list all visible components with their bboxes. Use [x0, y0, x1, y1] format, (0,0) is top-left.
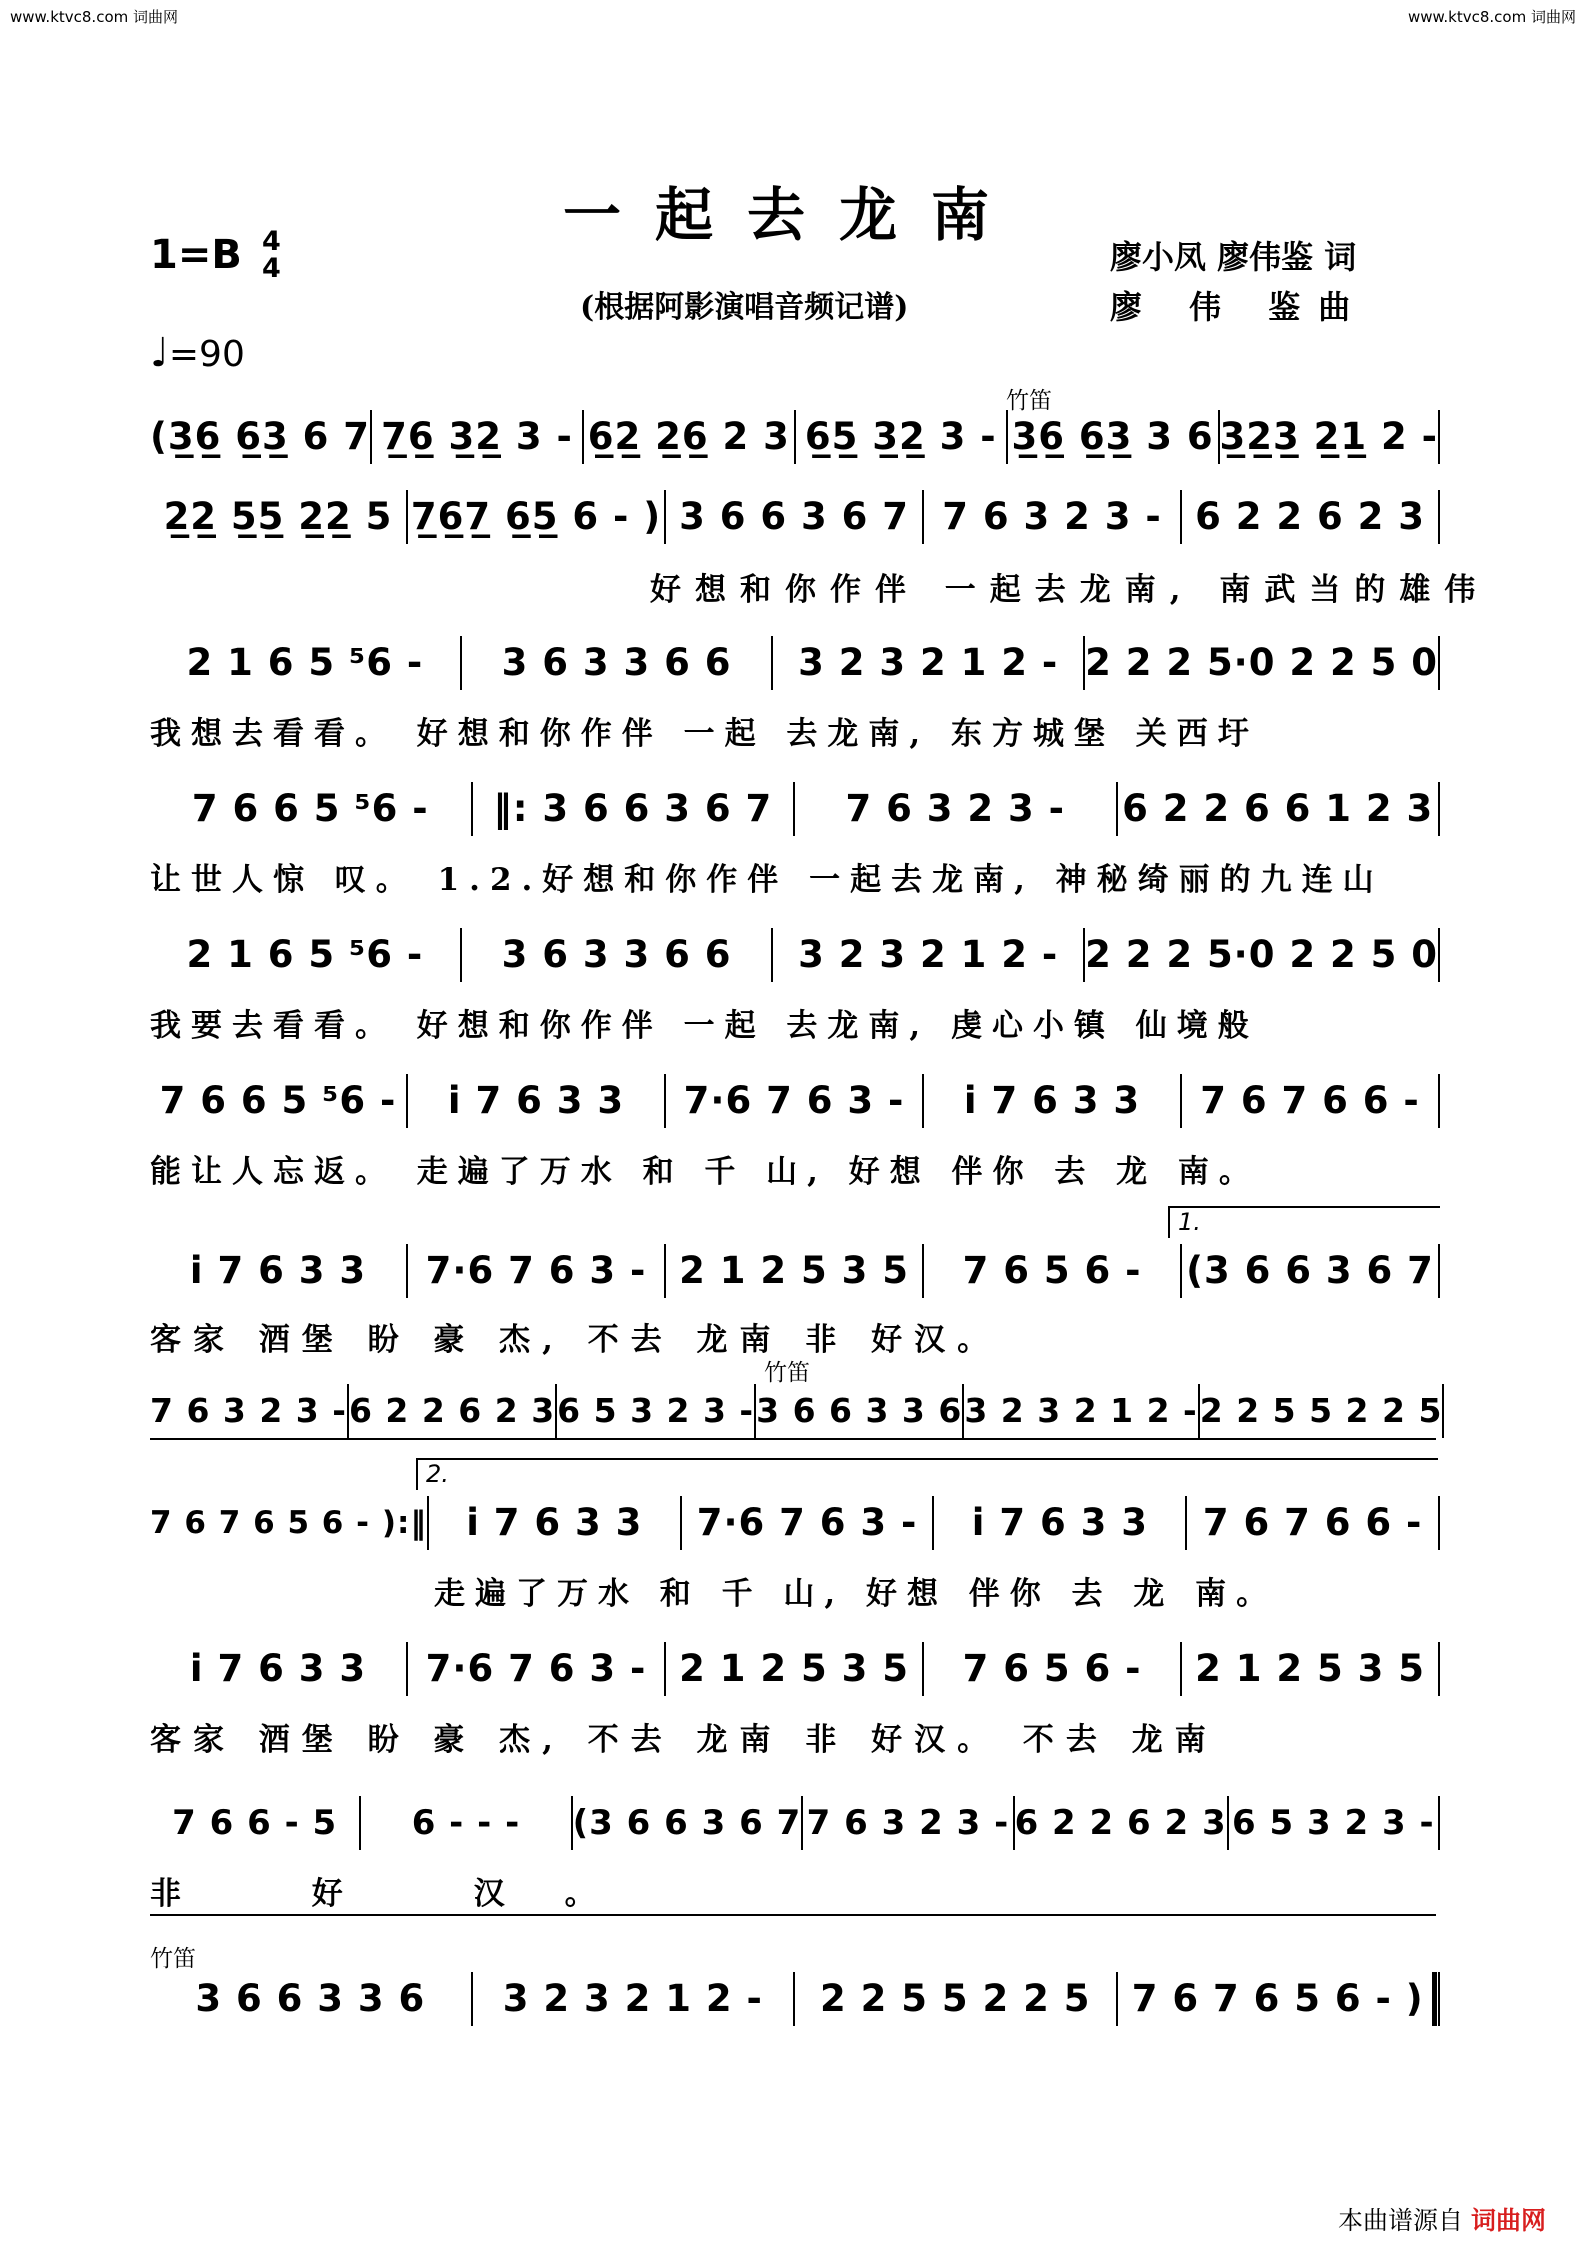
measure: 2 2 2 5·0 2 2 5 0 [1085, 636, 1440, 690]
measure: 3 2 3 2 1 2 - [473, 1972, 796, 2026]
lyrics-line: 我想去看看。 好想和你作伴 一起 去龙南, 东方城堡 关西圩 [150, 716, 1259, 752]
measure: 2̲2̲ 5̲5̲ 2̲2̲ 5 [150, 490, 408, 544]
time-signature-bottom: 4 [262, 253, 281, 284]
measure: i 7 6 3 3 [150, 1244, 408, 1298]
measure: 7 6 6 - 5 [150, 1796, 361, 1850]
notation-row [150, 1796, 1440, 1850]
measure: 7 6 3 2 3 - [803, 1796, 1014, 1850]
measure: 7̲6̲ 3̲2̲ 3 - [372, 410, 584, 464]
time-signature [262, 228, 281, 282]
measure: 6 5 3 2 3 - [1229, 1796, 1440, 1850]
tempo-value: =90 [168, 334, 245, 375]
lyrics-line: 客家 酒堡 盼 豪 杰, 不去 龙南 非 好汉。 不去 龙南 [150, 1722, 1218, 1758]
flute-label: 竹笛 [1006, 388, 1052, 414]
lyricist-credit: 廖小凤 廖伟鉴 词 [1110, 238, 1357, 276]
composer-credit: 廖 伟 鉴曲 [1110, 288, 1369, 326]
measure: i 7 6 3 3 [934, 1496, 1187, 1550]
measure: 6 - - - [361, 1796, 572, 1850]
measure: i 7 6 3 3 [150, 1642, 408, 1696]
final-barline [1432, 1972, 1437, 2026]
measure: 2 2 5 5 2 2 5 [795, 1972, 1118, 2026]
notation-row [150, 928, 1440, 982]
flute-label: 竹笛 [150, 1946, 196, 1972]
measure: i 7 6 3 3 [429, 1496, 682, 1550]
measure: i 7 6 3 3 [408, 1074, 666, 1128]
measure: 2 1 2 5 3 5 [666, 1244, 924, 1298]
measure: 7·6 7 6 3 - [408, 1642, 666, 1696]
lyrics-line: 客家 酒堡 盼 豪 杰, 不去 龙南 非 好汉。 [150, 1322, 1001, 1358]
measure: 3 2 3 2 1 2 - [773, 636, 1085, 690]
notation-row [150, 1642, 1440, 1696]
measure: 3̲6̲ 6̲3̲ 3 6 [1008, 410, 1220, 464]
measure: 3 2 3 2 1 2 - [964, 1384, 1199, 1438]
source-text: 本曲谱源自 [1338, 2206, 1464, 2235]
measure: 6 2 2 6 2 3 [1015, 1796, 1229, 1850]
lyrics-line: 走遍了万水 和 千 山, 好想 伴你 去 龙 南。 [434, 1576, 1278, 1612]
measure: ‖: 3 6 6 3 6 7 [473, 782, 796, 836]
measure: 6̲2̲ 2̲6̲ 2 3 [584, 410, 796, 464]
notation-row [150, 1972, 1440, 2026]
key-signature: 1=B [150, 232, 242, 278]
measure: 6 2 2 6 6 1 2 3 [1118, 782, 1441, 836]
measure: 7 6 7 6 5 6 - ):‖ [150, 1496, 429, 1550]
brand-text: 词曲网 [1470, 2206, 1546, 2235]
measure: 7 6 7 6 6 - [1182, 1074, 1440, 1128]
measure: 2 1 6 5 ⁵6 - [150, 928, 462, 982]
measure: 3̲2̲3̲ 2̲1̲ 2 - [1220, 410, 1440, 464]
measure: 3 6 6 3 3 6 [756, 1384, 964, 1438]
quarter-note-icon: ♩ [150, 330, 169, 376]
lyrics-line: 让世人惊 叹。 1.2.好想和你作伴 一起去龙南, 神秘绮丽的九连山 [150, 862, 1384, 898]
notation-row [150, 490, 1440, 544]
measure: 2 1 6 5 ⁵6 - [150, 636, 462, 690]
tempo-marking [150, 330, 245, 376]
lyrics-line: 能让人忘返。 走遍了万水 和 千 山, 好想 伴你 去 龙 南。 [150, 1154, 1260, 1190]
measure: 2 2 2 5·0 2 2 5 0 [1085, 928, 1440, 982]
lyrics-line: 好想和你作伴 一起去龙南, 南武当的雄伟 [650, 572, 1490, 608]
notation-row [150, 410, 1440, 464]
measure: 6̲5̲ 3̲2̲ 3 - [796, 410, 1008, 464]
source-footer [1338, 2201, 1546, 2237]
notation-row [150, 1244, 1440, 1298]
measure: (3̲6̲ 6̲3̲ 6 7 [150, 410, 372, 464]
transcription-note: (根据阿影演唱音频记谱) [580, 290, 909, 325]
measure: 3 6 3 3 6 6 [462, 636, 774, 690]
measure: 6 2 2 6 2 3 [349, 1384, 557, 1438]
measure: 7̲6̲7̲ 6̲5̲ 6 - ) [408, 490, 666, 544]
notation-row [150, 782, 1440, 836]
lyrics-line: 我要去看看。 好想和你作伴 一起 去龙南, 虔心小镇 仙境般 [150, 1008, 1259, 1044]
measure: i 7 6 3 3 [924, 1074, 1182, 1128]
measure: 6 2 2 6 2 3 [1182, 490, 1440, 544]
lyrics-line: 非 好 汉。 [150, 1876, 656, 1912]
measure: 7 6 7 6 5 6 - ) [1118, 1972, 1441, 2026]
measure: 2 2 5 5 2 2 5 [1200, 1384, 1445, 1438]
measure: 3 6 6 3 3 6 [150, 1972, 473, 2026]
measure: 2 1 2 5 3 5 [666, 1642, 924, 1696]
measure: 7·6 7 6 3 - [408, 1244, 666, 1298]
measure: (3 6 6 3 6 7 [573, 1796, 804, 1850]
measure: 7 6 3 2 3 - [795, 782, 1118, 836]
measure: 3 6 6 3 6 7 [666, 490, 924, 544]
notation-row [150, 1384, 1443, 1438]
measure: 7 6 5 6 - [924, 1244, 1182, 1298]
measure: 7 6 3 2 3 - [924, 490, 1182, 544]
measure: 7 6 5 6 - [924, 1642, 1182, 1696]
repeat-bracket-line [150, 1438, 1436, 1440]
measure: 3 2 3 2 1 2 - [773, 928, 1085, 982]
site-watermark-left: www.ktvc8.com 词曲网 [10, 8, 179, 26]
notation-row [150, 1496, 1440, 1550]
measure: 7·6 7 6 3 - [666, 1074, 924, 1128]
measure: 2 1 2 5 3 5 [1182, 1642, 1440, 1696]
time-signature-top: 4 [262, 226, 281, 257]
song-title: 一起去龙南 [562, 181, 1023, 249]
volta-bracket-2: 2. [416, 1458, 1438, 1490]
site-watermark-right: www.ktvc8.com 词曲网 [1407, 8, 1576, 26]
notation-row [150, 636, 1440, 690]
coda-bracket-line [150, 1914, 1436, 1916]
measure: 7·6 7 6 3 - [682, 1496, 935, 1550]
measure: 3 6 3 3 6 6 [462, 928, 774, 982]
measure: 7 6 7 6 6 - [1187, 1496, 1440, 1550]
volta-bracket-1: 1. [1168, 1206, 1440, 1238]
measure: 7 6 6 5 ⁵6 - [150, 1074, 408, 1128]
notation-row [150, 1074, 1440, 1128]
measure: (3 6 6 3 6 7 [1182, 1244, 1440, 1298]
measure: 7 6 6 5 ⁵6 - [150, 782, 473, 836]
flute-label: 竹笛 [764, 1360, 810, 1386]
measure: 7 6 3 2 3 - [150, 1384, 349, 1438]
measure: 6 5 3 2 3 - [557, 1384, 756, 1438]
